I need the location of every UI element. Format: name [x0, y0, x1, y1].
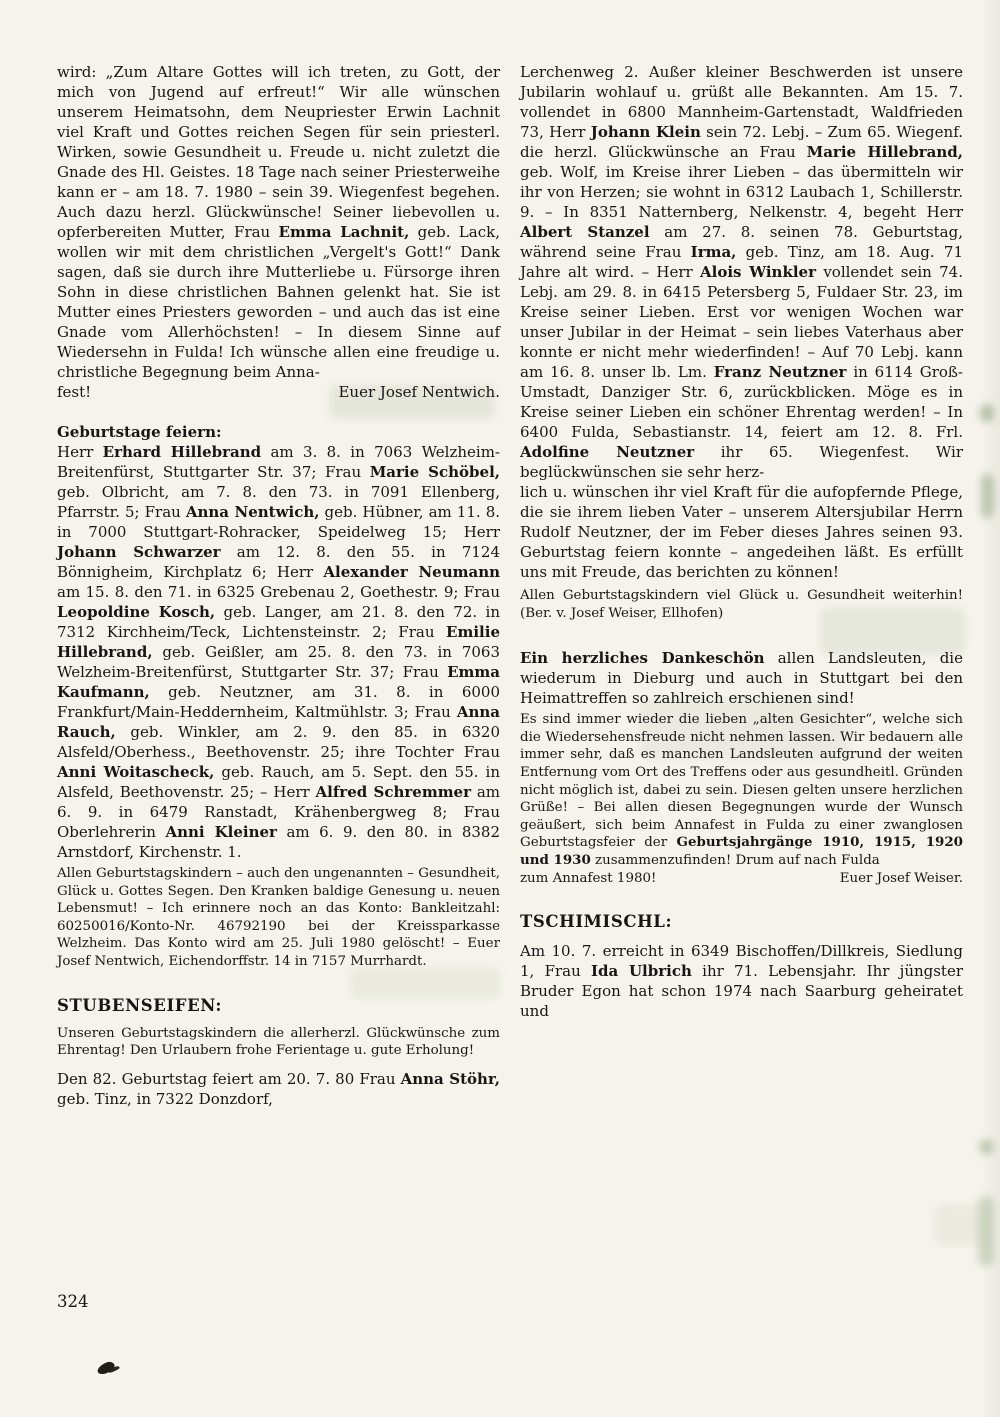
birthdays-heading: Geburtstage feiern:	[57, 423, 222, 441]
page-showthrough	[935, 1205, 980, 1245]
signature-line	[57, 382, 500, 402]
page-number: 324	[57, 1292, 89, 1311]
ink-smudge	[96, 1360, 116, 1376]
birthdays-continuation-paragraph: Lerchenweg 2. Außer kleiner Beschwerden ist unsere Jubilarin wohlauf u. grüßt alle Bekannten. Am 15. 7. vollendet in 6800 Mannheim-Gartenstadt, Waldfrieden 73, Herr Johann Klein sein 72. Lebj. – Zum 65. Wiegenf. die herzl. Glückwünsche an Frau Marie Hillebrand, geb. Wolf, im Kreise ihrer Lieben – das übermitteln wir ihr von Herzen; sie wohnt in 6312 Laubach 1, Schillerstr. 9. – In 8351 Natternberg, Nelkenstr. 4, begeht Herr Albert Stanzel am 27. 8. seinen 78. Geburtstag, während seine Frau Irma, geb. Tinz, am 18. Aug. 71 Jahre alt wird. – Herr Alois Winkler vollendet sein 74. Lebj. am 29. 8. in 6415 Petersberg 5, Fuldaer Str. 23, im Kreise seiner Lieben. Erst vor wenigen Wochen war unser Jubilar in der Heimat – sein liebes Vaterhaus aber konnte er nicht mehr wiederfinden! – Auf 70 Lebj. kann am 16. 8. unser lb. Lm. Franz Neutzner in 6114 Groß-Umstadt, Danziger Str. 6, zurückblicken. Möge es in Kreise seiner Lieben ein schöner Ehrentag werden! – In 6400 Fulda, Sebastianstr. 14, feiert am 12. 8. Frl. Adolfine Neutzner ihr 65. Wiegenfest. Wir beglückwünschen sie sehr herz-	[520, 63, 963, 481]
signature-line	[520, 870, 963, 888]
right-column	[520, 62, 963, 1021]
thanks-paragraph: Ein herzliches Dankeschön allen Landsleuten, die wiederum in Dieburg und auch in Stuttgart bei den Heimattreffen so zahlreich erschienen sind!	[520, 649, 963, 708]
thanks-detail: Es sind immer wieder die lieben „alten Gesichter“, welche sich die Wiedersehensfreude nicht nehmen lassen. Wir bedauern alle immer sehr, daß es manchen Landsleuten aufgrund der weiten Entfernung vom Ort des Treffens oder aus gesundheitl. Gründen nicht möglich ist, dabei zu sein. Diesen gelten unsere herzlichen Grüße! – Bei allen diesen Begegnungen wurde der Wunsch geäußert, sich beim Annafest in Fulda zu einer zwanglosen Geburtstagsfeier der Geburtsjahrgänge 1910, 1915, 1920 und 1930 zusammenzufinden! Drum auf nach Fulda	[520, 712, 963, 868]
paragraph-end-text: zum Annafest 1980!	[520, 870, 657, 886]
continuation-paragraph: wird: „Zum Altare Gottes will ich treten, zu Gott, der mich von Jugend auf erfreut!“ Wir alle wünschen unserem Heimatsohn, dem Neupriester Erwin Lachnit viel Kraft und Gottes reichen Segen für sein priesterl. Wirken, sowie Gesundheit u. Freude u. nicht zuletzt die Gnade des Hl. Geistes. 18 Tage nach seiner Priesterweihe kann er – am 18. 7. 1980 – sein 39. Wiegenfest begehen. Auch dazu herzl. Glückwünsche! Seiner liebevollen u. opferbereiten Mutter, Frau Emma Lachnit, geb. Lack, wollen wir mit dem christlichen „Vergelt's Gott!“ Dank sagen, daß sie durch ihre Mutterliebe u. Fürsorge ihren Sohn in diese christlichen Bahnen gelenkt hat. Sie ist Mutter eines Priesters geworden – und auch das ist eine Gnade vom Allerhöchsten! – In diesem Sinne auf Wiedersehn in Fulda! Ich wünsche allen eine freudige u. christliche Begegnung beim Anna-	[57, 63, 500, 381]
text-columns	[57, 62, 963, 1109]
left-column	[57, 62, 500, 1109]
stubenseifen-note: Unseren Geburtstagskindern die allerherzl. Glückwünsche zum Ehrentag! Den Urlaubern frohe Ferientage u. gute Erholung!	[57, 1025, 500, 1059]
author-signature: Euer Josef Weiser.	[839, 870, 963, 886]
paragraph-end-text: fest!	[57, 383, 92, 401]
tschimischl-paragraph: Am 10. 7. erreicht in 6349 Bischoffen/Dillkreis, Siedlung 1, Frau Ida Ulbrich ihr 71. Lebensjahr. Ihr jüngster Bruder Egon hat schon 1974 nach Saarburg geheiratet und	[520, 942, 964, 1021]
birthdays-list: Herr Erhard Hillebrand am 3. 8. in 7063 Welzheim-Breitenfürst, Stuttgarter Str. 37; Frau Marie Schöbel, geb. Olbricht, am 7. 8. den 73. in 7091 Ellenberg, Pfarrstr. 5; Frau Anna Nentwich, geb. Hübner, am 11. 8. in 7000 Stuttgart-Rohracker, Speidelweg 15; Herr Johann Schwarzer am 12. 8. den 55. in 7124 Bönnigheim, Kirchplatz 6; Herr Alexander Neumann am 15. 8. den 71. in 6325 Grebenau 2, Goethestr. 9; Frau Leopoldine Kosch, geb. Langer, am 21. 8. den 72. in 7312 Kirchheim/Teck, Lichtensteinstr. 2; Frau Emilie Hillebrand, geb. Geißler, am 25. 8. den 73. in 7063 Welzheim-Breitenfürst, Stuttgarter Str. 37; Frau Emma Kaufmann, geb. Neutzner, am 31. 8. in 6000 Frankfurt/Main-Heddernheim, Kaltmühlstr. 3; Frau Anna Rauch, geb. Winkler, am 2. 9. den 85. in 6320 Alsfeld/Oberhess., Beethovenstr. 25; ihre Tochter Frau Anni Woitascheck, geb. Rauch, am 5. Sept. den 55. in Alsfeld, Beethovenstr. 25; – Herr Alfred Schremmer am 6. 9. in 6479 Ranstadt, Krähenbergweg 8; Frau Oberlehrerin Anni Kleiner am 6. 9. den 80. in 8382 Arnstdorf, Kirchenstr. 1.	[57, 443, 501, 861]
page-edge-shadow	[980, 0, 1000, 1417]
birthdays-closing-note: Allen Geburtstagskindern viel Glück u. Gesundheit weiterhin! (Ber. v. Josef Weiser, Ellhofen)	[520, 588, 963, 621]
birthdays-continuation-paragraph-2: lich u. wünschen ihr viel Kraft für die aufopfernde Pflege, die sie ihrem lieben Vater – unserem Altersjubilar Herrn Rudolf Neutzner, der im Feber dieses Jahres seinen 93. Geburtstag feiern konnte – angedeihen läßt. Es erfüllt uns mit Freude, das berichten zu können!	[520, 483, 963, 581]
author-signature: Euer Josef Nentwich.	[338, 383, 500, 401]
stubenseifen-paragraph: Den 82. Geburtstag feiert am 20. 7. 80 Frau Anna Stöhr, geb. Tinz, in 7322 Donzdorf,	[57, 1069, 500, 1108]
section-heading-stubenseifen: STUBENSEIFEN:	[57, 995, 223, 1015]
birthdays-note: Allen Geburtstagskindern – auch den ungenannten – Gesundheit, Glück u. Gottes Segen. Den Kranken baldige Genesung u. neuen Lebensmut! – Ich erinnere noch an das Konto: Bankleitzahl: 60250016/Konto-Nr. 46792190 bei der Kreissparkasse Welzheim. Das Konto wird am 25. Juli 1980 gelöscht! – Euer Josef Nentwich, Eichendorffstr. 14 in 7157 Murrhardt.	[57, 866, 500, 969]
section-heading-tschimischl: TSCHIMISCHL:	[520, 912, 673, 932]
